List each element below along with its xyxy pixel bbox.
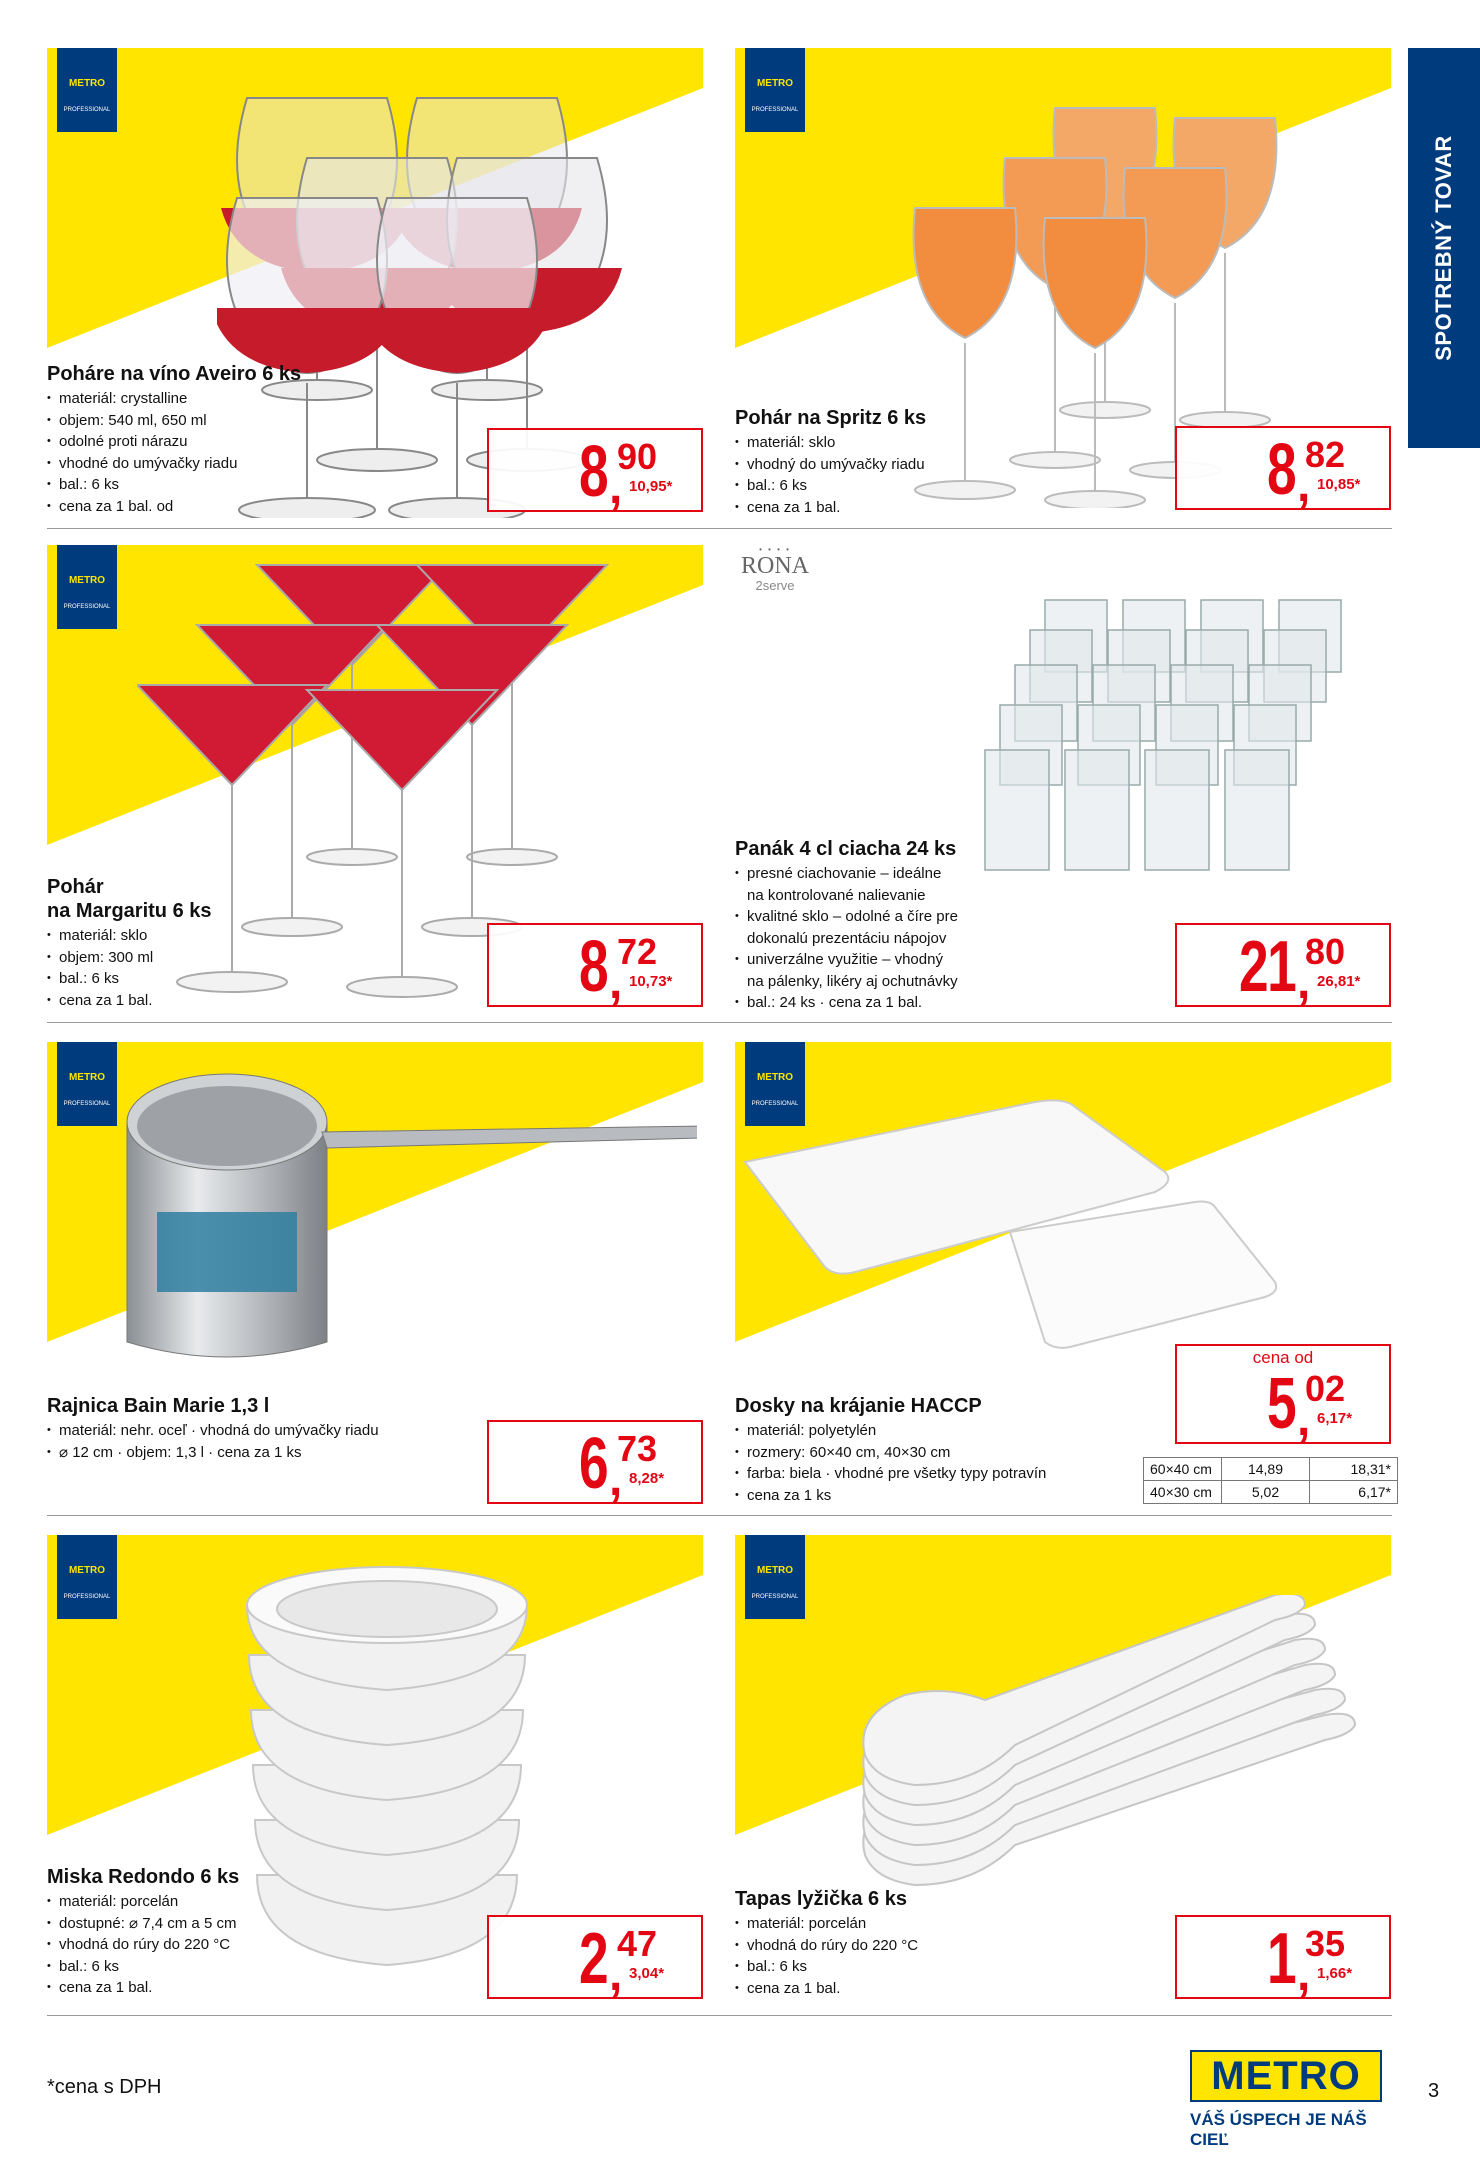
price-label: cena od [1252,1348,1314,1367]
price-with-vat: 10,95* [629,478,673,495]
product-card-tapas-spoons [735,1535,1391,2005]
feature-list [735,863,958,1014]
price-integer: 1 [1267,1919,1296,1999]
product-card-bowls [47,1535,703,2005]
product-info [735,1394,1046,1506]
price-box: 8 , 72 10,73* [487,923,703,1007]
price-integer: 2 [579,1919,608,1999]
feature-item: • materiál: porcelán [47,1891,239,1913]
price-box: 8 , 82 10,85* [1175,426,1391,510]
metro-professional-badge: METRO PROFESSIONAL [57,545,117,629]
price-with-vat: 8,28* [629,1470,665,1487]
price-with-vat: 3,04* [629,1965,665,1982]
feature-list [47,388,301,517]
price-with-vat: 6,17* [1317,1410,1353,1427]
feature-item: • materiál: crystalline [47,388,301,410]
product-card-wine-glasses [47,48,703,518]
feature-item: • vhodné do umývačky riadu [47,453,301,475]
metro-professional-badge: METRO PROFESSIONAL [57,1535,117,1619]
product-info [47,875,212,1011]
feature-item: • vhodná do rúry do 220 °C [735,1935,918,1957]
page-number: 3 [1428,2080,1440,2102]
divider [47,1022,1392,1023]
category-tab [1408,48,1480,448]
slogan: VÁŠ ÚSPECH JE NÁŠ CIEĽ [1190,2110,1367,2149]
feature-item: • farba: biela · vhodné pre všetky typy potravín [735,1463,1046,1485]
product-title: Dosky na krájanie HACCP [735,1395,982,1417]
price-with-vat: 10,73* [629,973,673,990]
feature-item: • bal.: 24 ks · cena za 1 bal. [735,992,958,1014]
product-title: Miska Redondo 6 ks [47,1866,240,1888]
feature-list [47,1891,239,1999]
feature-item: • materiál: polyetylén [735,1420,1046,1442]
product-info [47,1394,379,1463]
feature-item: • vhodná do rúry do 220 °C [47,1934,239,1956]
price-with-vat: 26,81* [1317,973,1361,990]
tapas-spoons-image [855,1595,1375,1895]
size-price-table [1143,1457,1398,1504]
price-cents: 82 [1305,434,1346,475]
price-cents: 47 [617,1923,658,1964]
product-title: Pohár na Margaritu 6 ks [47,876,212,922]
product-title: Poháre na víno Aveiro 6 ks [47,363,302,385]
product-title: Tapas lyžička 6 ks [735,1888,907,1910]
metro-professional-badge: METRO PROFESSIONAL [57,48,117,132]
feature-item: • kvalitné sklo – odolné a číre pre dokonalú prezentáciu nápojov [735,906,958,949]
price-box: 6 , 73 8,28* [487,1420,703,1504]
feature-item: • bal.: 6 ks [47,968,212,990]
feature-item: • bal.: 6 ks [735,1956,918,1978]
product-info [735,837,958,1014]
price-cents: 90 [617,436,658,477]
feature-list [47,925,212,1011]
price-box: cena od 5 , 02 6,17* [1175,1344,1391,1444]
product-info [735,406,926,518]
product-title: Pohár na Spritz 6 ks [735,407,927,429]
feature-item: • materiál: nehr. oceľ · vhodná do umývačky riadu [47,1420,379,1442]
product-card-bain-marie [47,1042,703,1512]
feature-item: • bal.: 6 ks [735,475,926,497]
price-integer: 8 [1267,430,1296,510]
feature-item: • ⌀ 12 cm · objem: 1,3 l · cena za 1 ks [47,1442,379,1464]
feature-item: • vhodný do umývačky riadu [735,454,926,476]
feature-item: • materiál: porcelán [735,1913,918,1935]
price-box: 1 , 35 1,66* [1175,1915,1391,1999]
price-cents: 02 [1305,1368,1346,1409]
feature-item: • odolné proti nárazu [47,431,301,453]
price-integer: 6 [579,1424,608,1504]
feature-item: • cena za 1 bal. [47,1977,239,1999]
metro-professional-badge: METRO PROFESSIONAL [745,48,805,132]
feature-item: • objem: 540 ml, 650 ml [47,410,301,432]
feature-item: • materiál: sklo [735,432,926,454]
table-row: 60×40 cm 14,89 18,31* [1144,1458,1398,1481]
price-box: 2 , 47 3,04* [487,1915,703,1999]
product-title: Rajnica Bain Marie 1,3 l [47,1395,270,1417]
feature-list [735,432,926,518]
metro-professional-badge: METRO PROFESSIONAL [57,1042,117,1126]
feature-list [47,1420,379,1463]
price-cents: 72 [617,931,658,972]
feature-item: • bal.: 6 ks [47,1956,239,1978]
feature-item: • cena za 1 ks [735,1485,1046,1507]
product-card-shot-glasses [735,545,1391,1015]
feature-item: • cena za 1 bal. [735,1978,918,2000]
price-integer: 8 [579,927,608,1007]
price-integer: 5 [1267,1364,1296,1444]
table-row: 40×30 cm 5,02 6,17* [1144,1481,1398,1504]
product-card-margarita-glasses [47,545,703,1015]
product-info [47,1865,239,1999]
price-integer: 8 [579,432,608,512]
product-title: Panák 4 cl ciacha 24 ks [735,838,957,860]
feature-item: • materiál: sklo [47,925,212,947]
feature-item: • presné ciachovanie – ideálne na kontrolované nalievanie [735,863,958,906]
rona-logo: • • • • RONA 2serve [740,545,809,593]
metro-professional-badge: METRO PROFESSIONAL [745,1535,805,1619]
feature-item: • objem: 300 ml [47,947,212,969]
feature-item: • cena za 1 bal. od [47,496,301,518]
feature-item: • cena za 1 bal. [47,990,212,1012]
metro-professional-badge: METRO PROFESSIONAL [745,1042,805,1126]
product-info [735,1887,918,1999]
price-with-vat: 1,66* [1317,1965,1353,1982]
metro-logo: METRO [1190,2050,1382,2102]
shot-glasses-image [975,595,1375,895]
price-cents: 80 [1305,931,1346,972]
feature-list [735,1420,1046,1506]
vat-footnote: *cena s DPH [47,2076,162,2098]
product-card-spritz-glasses [735,48,1391,518]
cutting-boards-image [735,1062,1391,1382]
bain-marie-image [117,1052,697,1372]
price-with-vat: 10,85* [1317,476,1361,493]
feature-item: • rozmery: 60×40 cm, 40×30 cm [735,1442,1046,1464]
feature-item: • dostupné: ⌀ 7,4 cm a 5 cm [47,1913,239,1935]
product-card-cutting-boards [735,1042,1391,1512]
price-box: 21 , 80 26,81* [1175,923,1391,1007]
divider [47,2015,1392,2016]
divider [47,528,1392,529]
feature-item: • cena za 1 bal. [735,497,926,519]
divider [47,1515,1392,1516]
price-integer: 21 [1239,927,1296,1007]
price-box: 8 , 90 10,95* [487,428,703,512]
price-cents: 73 [617,1428,658,1469]
price-cents: 35 [1305,1923,1346,1964]
feature-item: • bal.: 6 ks [47,474,301,496]
feature-item: • univerzálne využitie – vhodný na pálenky, likéry aj ochutnávky [735,949,958,992]
category-tab-label: SPOTREBNÝ TOVAR [1431,135,1456,361]
product-info [47,362,301,517]
feature-list [735,1913,918,1999]
